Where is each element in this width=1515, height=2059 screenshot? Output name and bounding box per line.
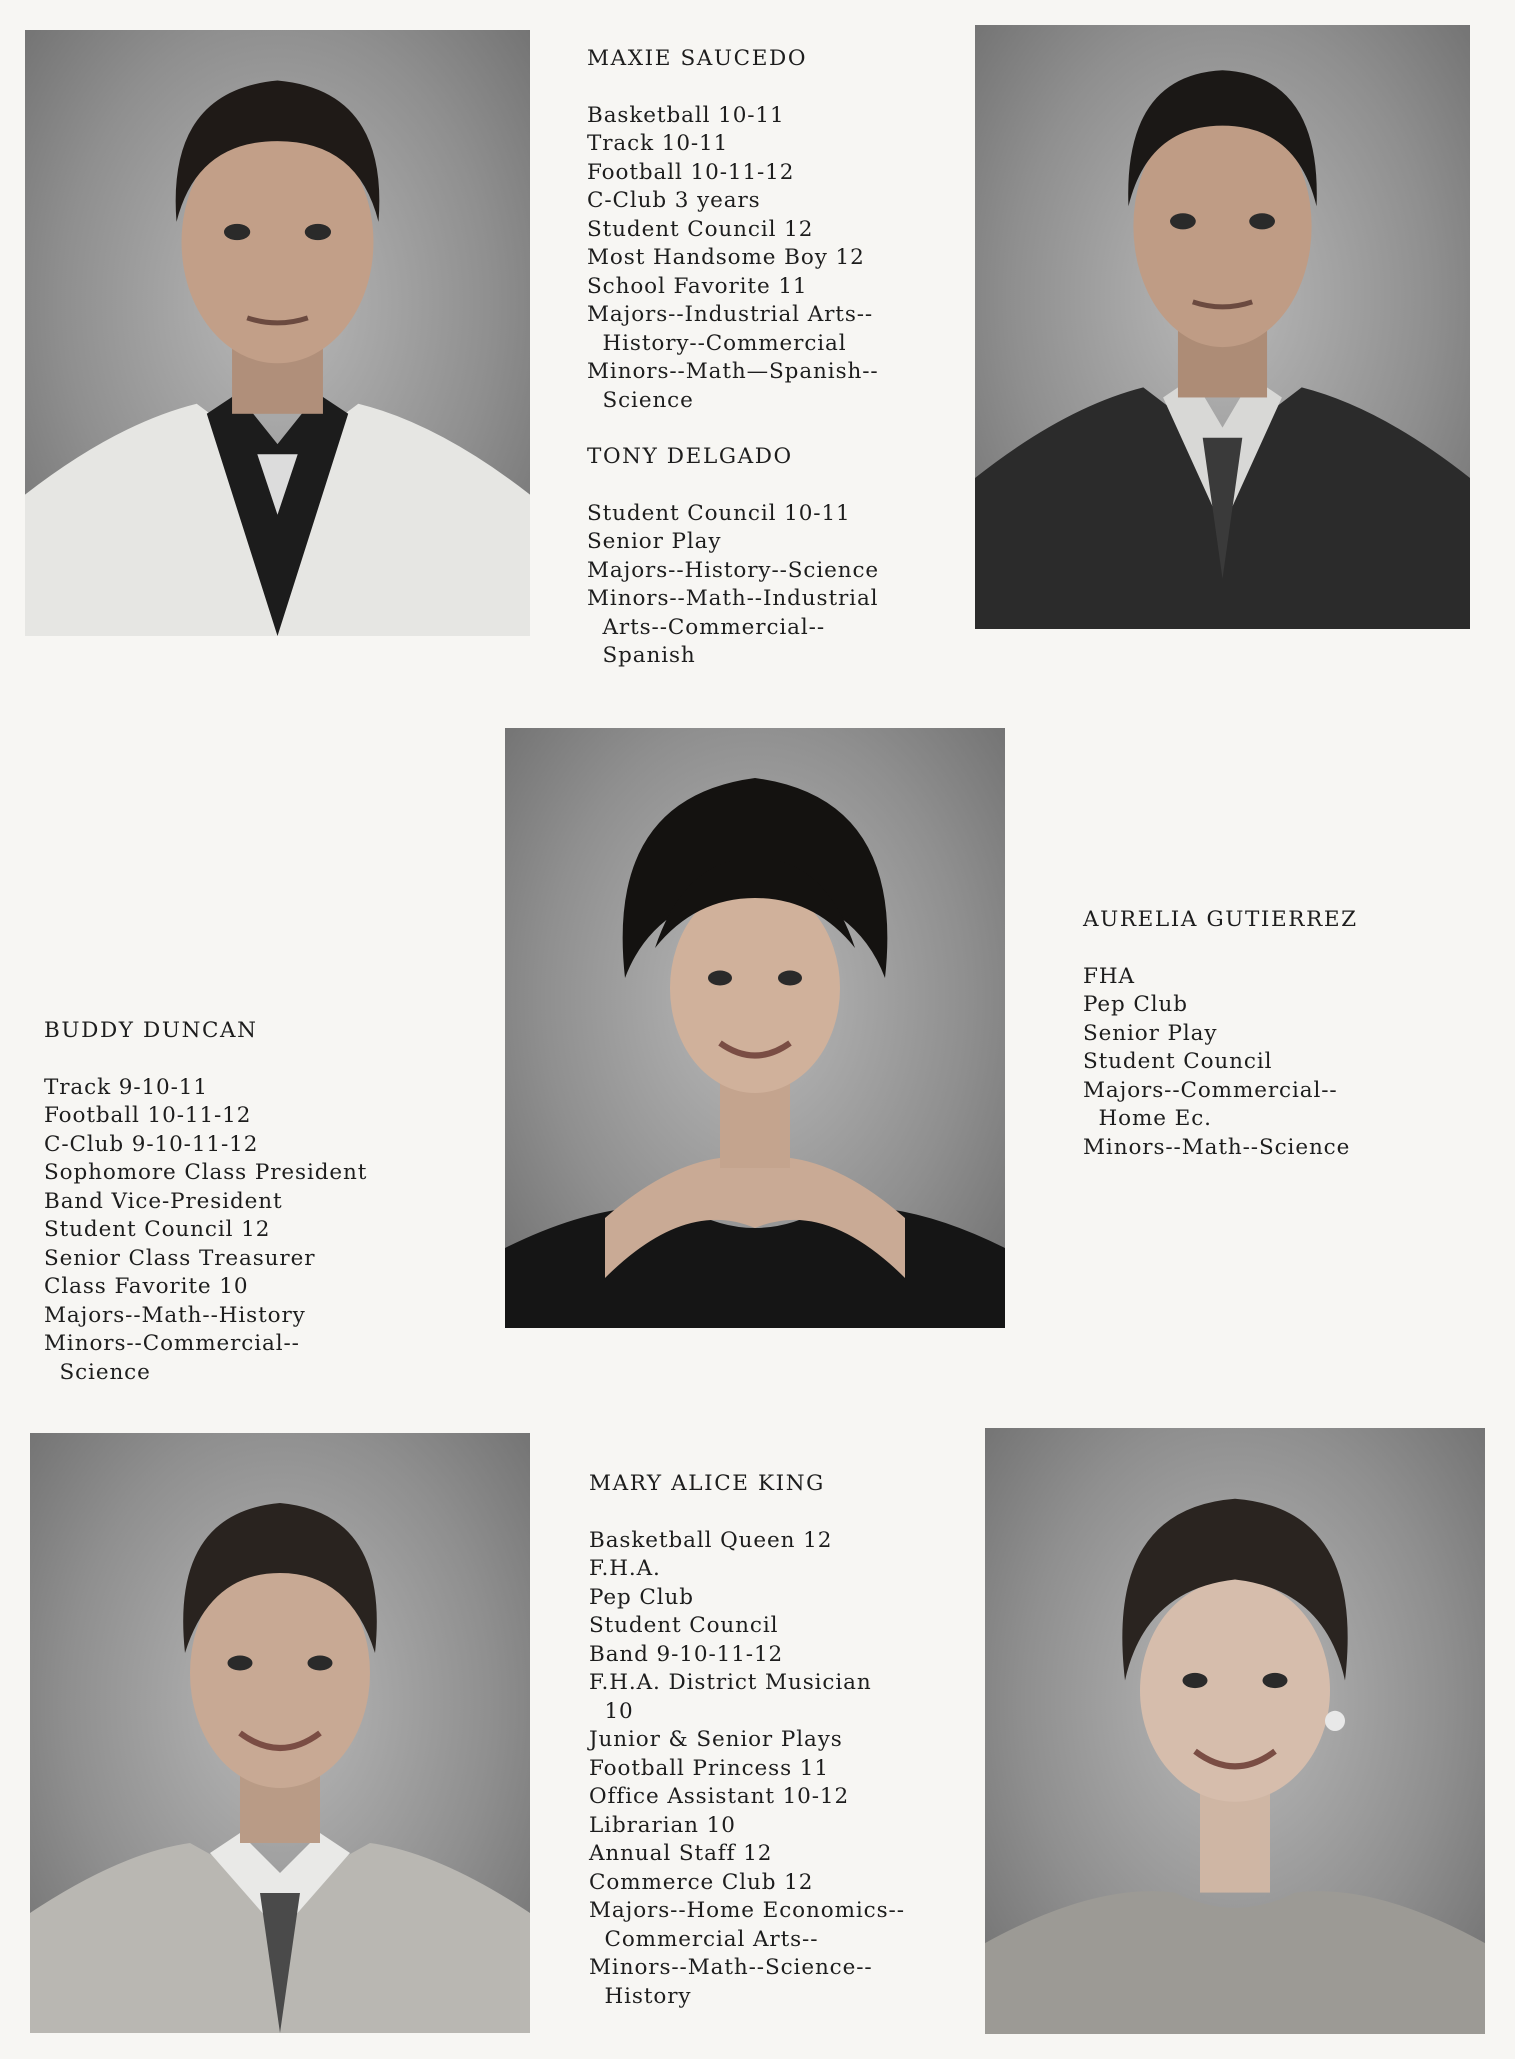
activity-item: Commercial Arts-- [589, 1926, 819, 1952]
activity-item: Minors--Commercial-- [44, 1331, 300, 1356]
activity-list [587, 102, 879, 416]
activity-item: Track 9-10-11 [44, 1074, 208, 1100]
activity-item: Track 10-11 [587, 131, 729, 156]
activity-item: Basketball 10-11 [587, 102, 785, 128]
activity-item: Sophomore Class President [44, 1160, 368, 1185]
activity-item: Minors--Math--Science [1083, 1134, 1351, 1160]
activity-item: Majors--Home Economics-- [589, 1898, 905, 1923]
activity-item: Pep Club [1083, 992, 1188, 1017]
activity-item: Spanish [587, 643, 696, 668]
activity-item: C-Club 3 years [587, 188, 761, 213]
activity-item: Pep Club [589, 1584, 694, 1610]
activity-item: Majors--History--Science [587, 557, 880, 583]
activity-item: History--Commercial [587, 330, 847, 356]
activity-item: Football 10-11-12 [44, 1103, 252, 1128]
activity-item: Science [587, 387, 694, 413]
student-name: MARY ALICE KING [589, 1471, 825, 1496]
activity-item: Student Council 10-11 [587, 500, 851, 526]
activity-item: History [589, 1983, 692, 2009]
student-name: AURELIA GUTIERREZ [1083, 907, 1358, 932]
activity-item: Band 9-10-11-12 [589, 1641, 784, 1667]
bio-maxie-saucedo [587, 45, 879, 415]
activity-item: Class Favorite 10 [44, 1274, 249, 1299]
activity-item: Junior & Senior Plays [589, 1727, 843, 1752]
portrait-maxie-saucedo [25, 30, 530, 636]
activity-item: Majors--Industrial Arts-- [587, 302, 874, 327]
portrait-mary-alice-king [985, 1428, 1485, 2034]
activity-list [44, 1074, 367, 1388]
activity-item: Science [44, 1359, 151, 1385]
student-name: BUDDY DUNCAN [44, 1018, 258, 1043]
activity-item: Majors--Commercial-- [1083, 1077, 1338, 1103]
activity-item: Commerce Club 12 [589, 1869, 814, 1895]
activity-list [589, 1527, 905, 2012]
activity-item: F.H.A. [589, 1556, 661, 1581]
activity-item: Student Council [589, 1613, 779, 1638]
bio-mary-alice-king [589, 1470, 905, 2011]
activity-item: Arts--Commercial-- [587, 614, 825, 640]
activity-item: Most Handsome Boy 12 [587, 245, 865, 270]
activity-item: School Favorite 11 [587, 273, 808, 299]
activity-item: Basketball Queen 12 [589, 1527, 833, 1553]
activity-list [1083, 963, 1358, 1163]
activity-item: Home Ec. [1083, 1106, 1212, 1131]
bio-aurelia-gutierrez [1083, 906, 1358, 1162]
activity-item: Librarian 10 [589, 1812, 736, 1838]
activity-item: Band Vice-President [44, 1188, 283, 1214]
bio-buddy-duncan [44, 1017, 367, 1387]
activity-list [587, 500, 879, 671]
portrait-buddy-duncan [30, 1433, 530, 2033]
activity-item: Minors--Math—Spanish-- [587, 359, 879, 384]
activity-item: Student Council [1083, 1049, 1273, 1074]
activity-item: F.H.A. District Musician [589, 1670, 872, 1695]
activity-item: FHA [1083, 963, 1135, 989]
activity-item: 10 [589, 1698, 634, 1724]
student-name: TONY DELGADO [587, 444, 793, 469]
activity-item: C-Club 9-10-11-12 [44, 1131, 259, 1157]
student-name: MAXIE SAUCEDO [587, 46, 808, 71]
activity-item: Football 10-11-12 [587, 159, 795, 185]
activity-item: Senior Play [587, 529, 722, 554]
activity-item: Majors--Math--History [44, 1302, 306, 1328]
activity-item: Senior Class Treasurer [44, 1245, 316, 1271]
activity-item: Minors--Math--Science-- [589, 1955, 873, 1980]
activity-item: Senior Play [1083, 1020, 1218, 1046]
activity-item: Minors--Math--Industrial [587, 586, 879, 611]
activity-item: Office Assistant 10-12 [589, 1784, 850, 1809]
activity-item: Student Council 12 [44, 1217, 271, 1242]
portrait-tony-delgado [975, 25, 1470, 629]
activity-item: Student Council 12 [587, 216, 814, 242]
bio-tony-delgado [587, 443, 879, 671]
activity-item: Annual Staff 12 [589, 1841, 773, 1866]
portrait-aurelia-gutierrez [505, 728, 1005, 1328]
activity-item: Football Princess 11 [589, 1755, 829, 1781]
